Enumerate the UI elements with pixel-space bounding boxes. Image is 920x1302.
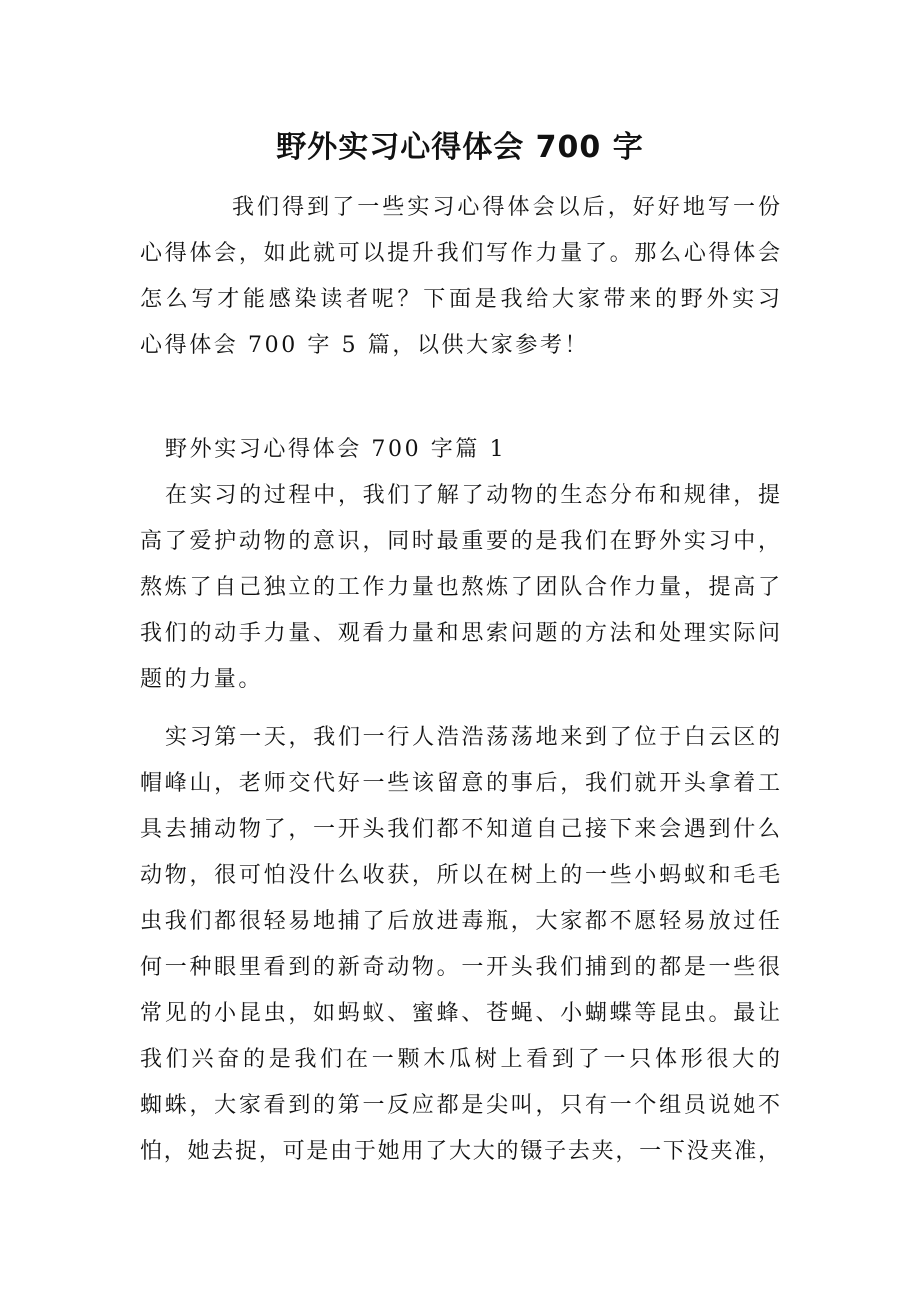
paragraph-line: 心得体会 700 字 5 篇，以供大家参考！ [140,333,590,358]
paragraph-line: 我们的动手力量、观看力量和思索问题的方法和处理实际问 [140,621,780,646]
paragraph-line: 怎么写才能感染读者呢？下面是我给大家带来的野外实习 [140,287,780,312]
document-title: 野外实习心得体会 700 字 [276,130,644,165]
paragraph-line: 蜘蛛，大家看到的第一反应都是尖叫，只有一个组员说她不 [140,1093,780,1118]
paragraph-line: 实习第一天，我们一行人浩浩荡荡地来到了位于白云区的 [165,725,780,750]
paragraph-line: 虫我们都很轻易地捕了后放进毒瓶，大家都不愿轻易放过任 [140,909,780,934]
paragraph-line: 题的力量。 [140,667,264,692]
paragraph-line: 常见的小昆虫，如蚂蚁、蜜蜂、苍蝇、小蝴蝶等昆虫。最让 [140,1001,780,1026]
paragraph-line: 我们兴奋的是我们在一颗木瓜树上看到了一只体形很大的 [140,1047,780,1072]
paragraph-line: 熬炼了自己独立的工作力量也熬炼了团队合作力量，提高了 [140,575,780,600]
paragraph-line: 动物，很可怕没什么收获，所以在树上的一些小蚂蚁和毛毛 [140,863,780,888]
paragraph-line: 我们得到了一些实习心得体会以后，好好地写一份 [232,195,780,220]
section-heading: 野外实习心得体会 700 字篇 1 [165,437,507,462]
paragraph-line: 心得体会，如此就可以提升我们写作力量了。那么心得体会 [140,241,780,266]
paragraph-line: 何一种眼里看到的新奇动物。一开头我们捕到的都是一些很 [140,955,780,980]
paragraph-line: 高了爱护动物的意识，同时最重要的是我们在野外实习中， [140,529,780,554]
paragraph-line: 在实习的过程中，我们了解了动物的生态分布和规律，提 [165,483,780,508]
paragraph-line: 具去捕动物了，一开头我们都不知道自己接下来会遇到什么 [140,817,780,842]
paragraph-line: 怕，她去捉，可是由于她用了大大的镊子去夹，一下没夹准， [140,1139,780,1164]
paragraph-line: 帽峰山，老师交代好一些该留意的事后，我们就开头拿着工 [140,771,780,796]
